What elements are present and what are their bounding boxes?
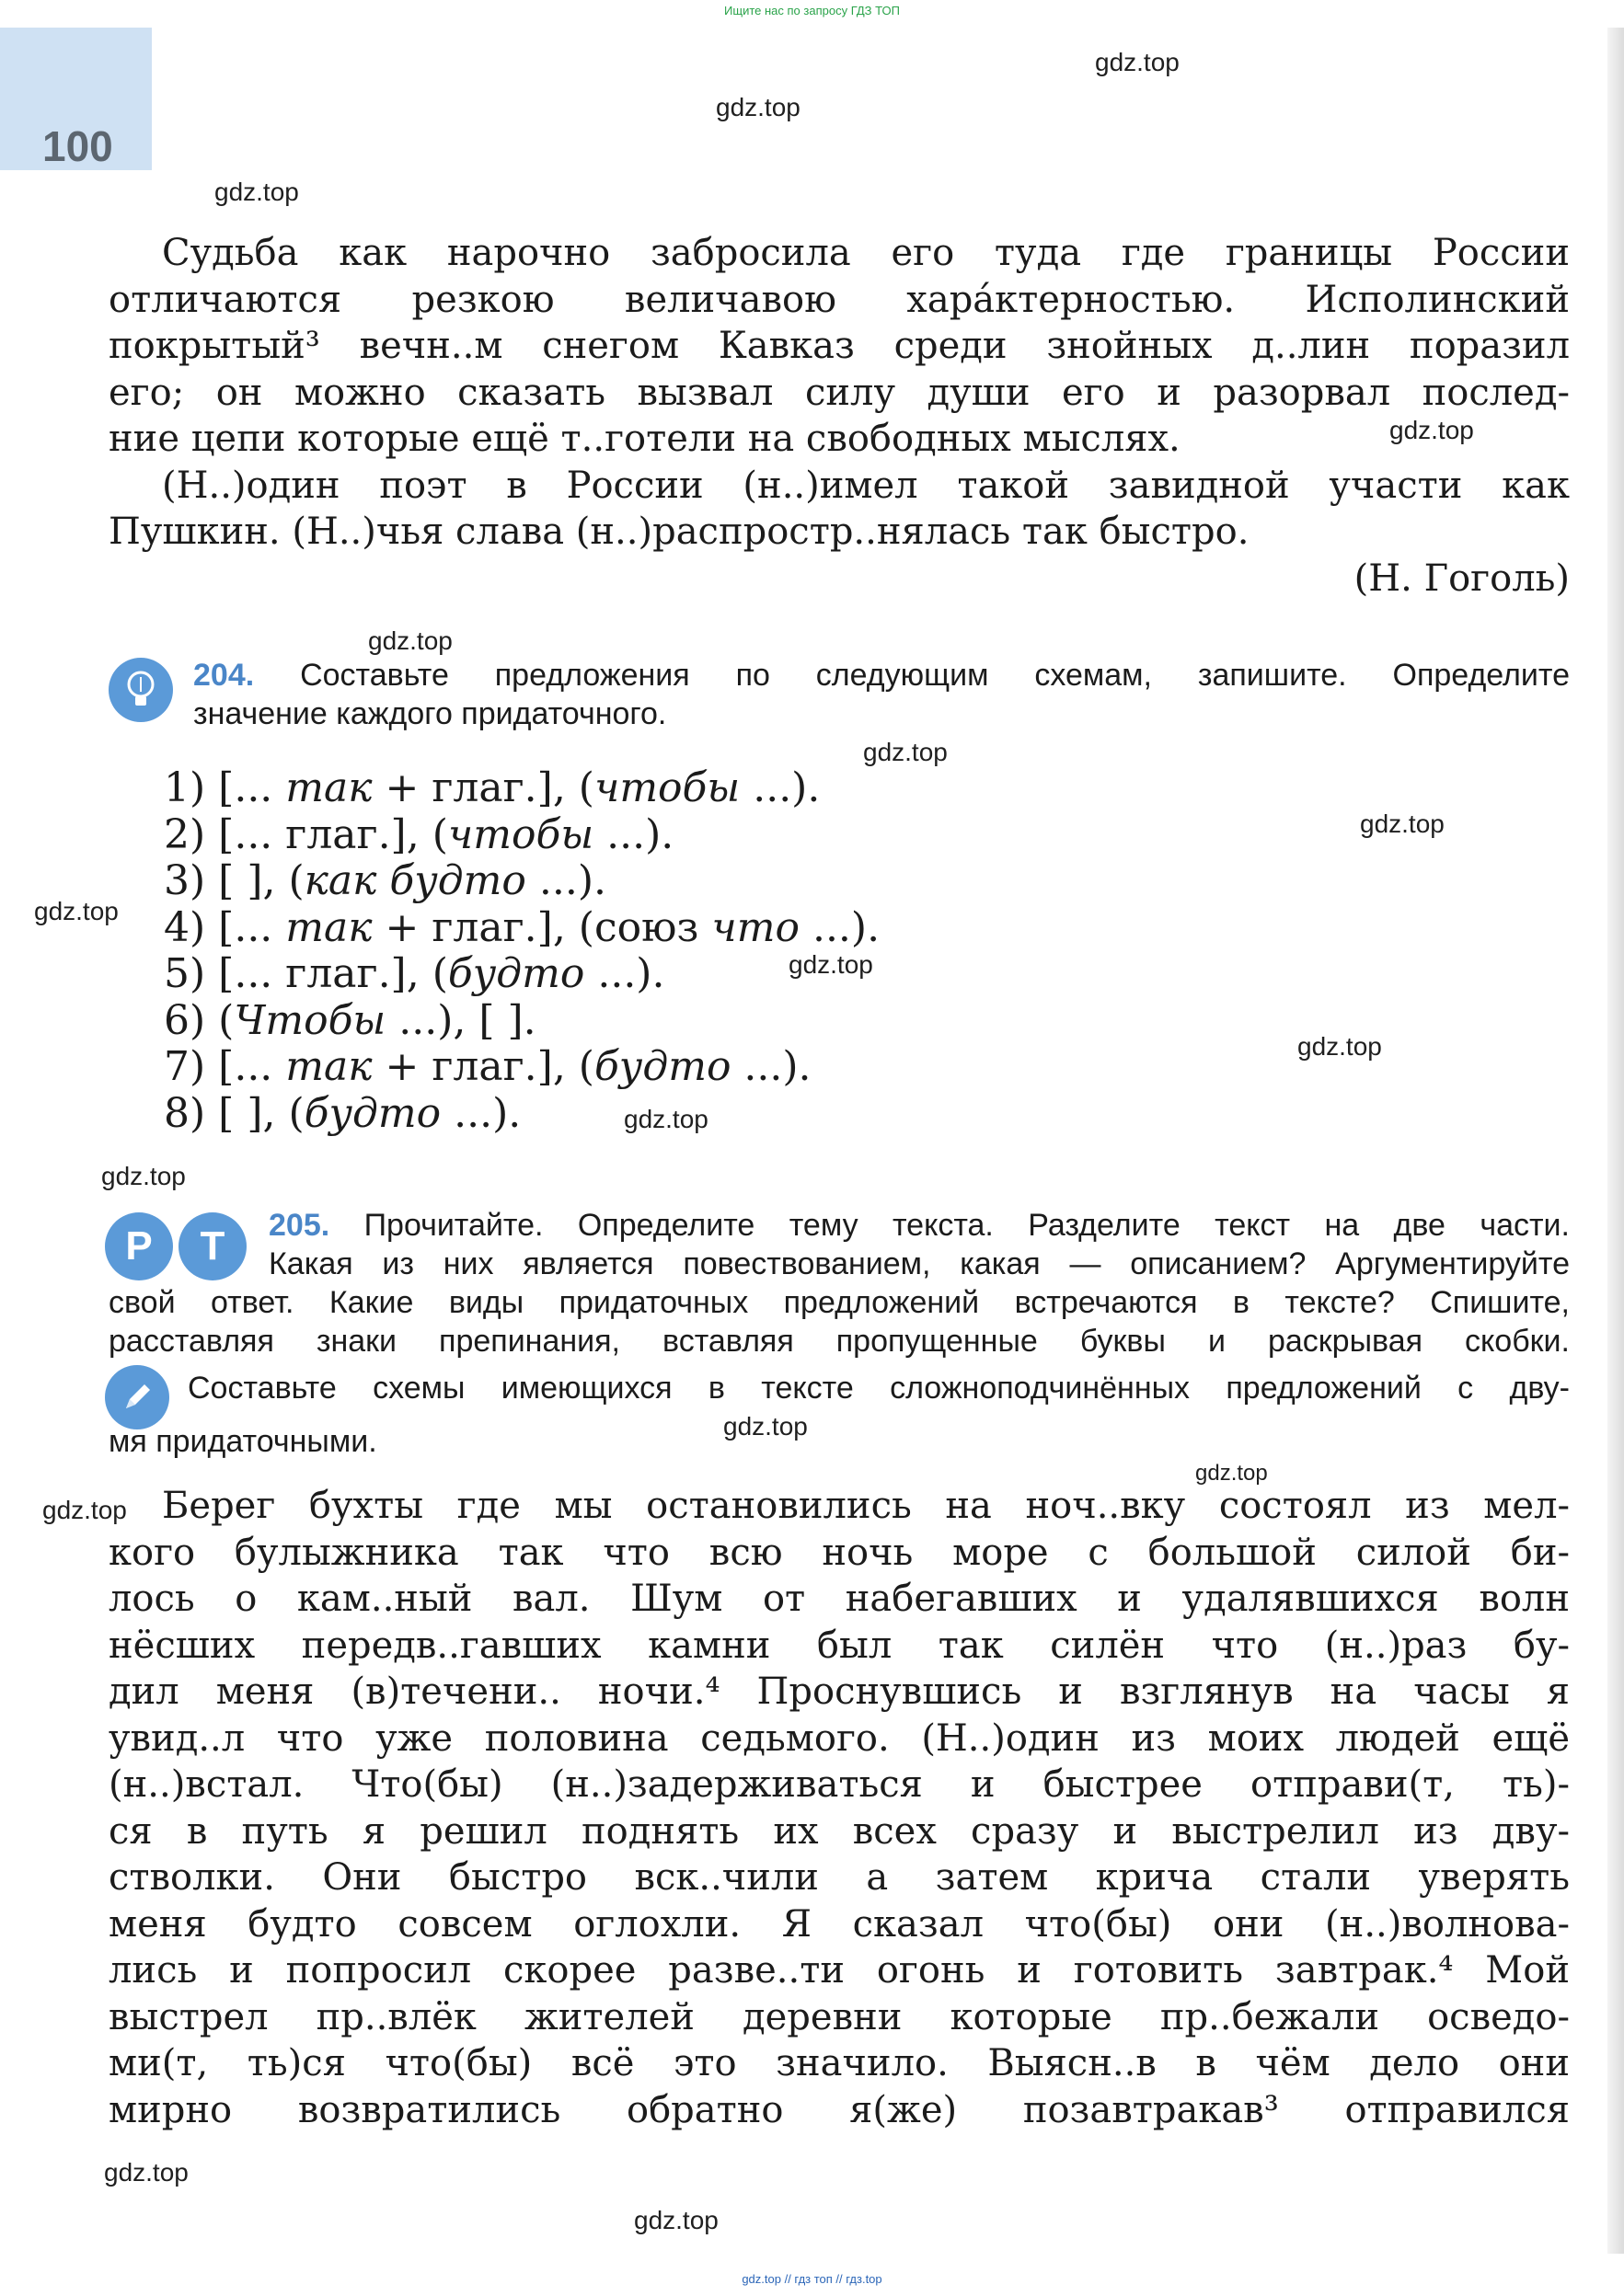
- scheme-row: 8) [ ], (будто ...).: [164, 1089, 522, 1137]
- task-205-instructions-extra: [188, 1369, 1570, 1407]
- text-line: (н..)встал. Что(бы) (н..)задерживаться и быстрее отправи(т, ть)-: [109, 1763, 1570, 1806]
- text-line: его; он можно сказать вызвал силу души его и разорвал послед-: [109, 371, 1570, 414]
- watermark: gdz.top: [634, 2206, 719, 2234]
- text-line: Пушкин. (Н..)чья слава (н..)распростр..нялась так быстро.: [109, 511, 1250, 553]
- text-line: ми(т, ть)ся что(бы) всё это значило. Выясн..в в чём дело они: [109, 2042, 1570, 2084]
- text-line: мирно возвратились обратно я(же) позавтракав³ отправился: [109, 2088, 1570, 2131]
- watermark: gdz.top: [34, 897, 119, 925]
- task-text: свой ответ. Какие виды придаточных предложений встречаются в тексте? Спишите,: [109, 1285, 1570, 1320]
- scheme-row: 5) [... глаг.], (будто ...).: [164, 950, 665, 997]
- page-edge-shadow: [1607, 28, 1624, 2254]
- watermark: gdz.top: [716, 93, 800, 121]
- badge-t: Т: [179, 1212, 247, 1280]
- text-line: кого булыжника так что всю ночь море с большой силой би-: [109, 1531, 1570, 1574]
- text-line: ние цепи которые ещё т..готели на свободных мыслях.: [109, 418, 1181, 460]
- text-line: нёсших передв..гавших камни был так силён что (н..)раз бу-: [109, 1624, 1570, 1667]
- task-text: Составьте схемы имеющихся в тексте сложноподчинённых предложений с дву-: [188, 1371, 1570, 1406]
- text-line: увид..л что уже половина седьмого. (Н..)один из моих людей ещё: [109, 1716, 1570, 1760]
- watermark: gdz.top: [1297, 1032, 1382, 1061]
- text-line: отличаются резкою величавою хара́ктерностью. Исполинский: [109, 278, 1570, 321]
- watermark: gdz.top: [214, 178, 299, 206]
- task-text: Прочитайте. Определите тему текста. Разделите текст на две части.: [363, 1208, 1570, 1243]
- gogol-text: [109, 230, 1570, 602]
- watermark: gdz.top: [863, 738, 948, 766]
- task-205-instructions: [109, 1283, 1570, 1360]
- watermark: gdz.top: [42, 1496, 127, 1524]
- task-text: расставляя знаки препинания, вставляя пропущенные буквы и раскрывая скобки.: [109, 1324, 1570, 1359]
- task-text: Составьте предложения по следующим схемам, запишите. Определите: [300, 658, 1570, 693]
- text-line: лись и попросил скорее разве..ти огонь и готовить завтрак.⁴ Мой: [109, 1949, 1570, 1992]
- task-205-instructions-first: [269, 1206, 1570, 1283]
- text-line: лось о кам..ный вал. Шум от набегавших и удалявшихся волн: [109, 1578, 1570, 1620]
- watermark: gdz.top: [789, 950, 873, 979]
- text-line: Судьба как нарочно забросила его туда где границы России: [162, 232, 1570, 274]
- task-text: Какая из них является повествованием, какая — описанием? Аргументируйте: [269, 1246, 1570, 1281]
- text-line: ся в путь я решил поднять их всех сразу и выстрелил из дву-: [109, 1809, 1570, 1853]
- task-205-text: [109, 1483, 1570, 2133]
- scheme-row: 3) [ ], (как будто ...).: [164, 857, 606, 904]
- scheme-list: [164, 765, 880, 1137]
- badge-p: Р: [105, 1212, 173, 1280]
- text-line: дил меня (в)течени.. ночи.⁴ Проснувшись и взглянув на часы я: [109, 1670, 1570, 1713]
- text-line: стволки. Они быстро вск..чили а затем крича стали уверять: [109, 1856, 1570, 1899]
- task-number: 204.: [193, 658, 255, 693]
- scheme-row: 2) [... глаг.], (чтобы ...).: [164, 810, 674, 858]
- lightbulb-icon: [109, 658, 173, 722]
- scheme-row: 4) [... так + глаг.], (союз что ...).: [164, 903, 881, 951]
- task-number: 205.: [269, 1208, 330, 1243]
- watermark: gdz.top: [1389, 416, 1474, 444]
- watermark: gdz.top: [1360, 809, 1445, 838]
- watermark: gdz.top: [1095, 48, 1180, 76]
- scheme-row: 6) (Чтобы ...), [ ].: [164, 996, 536, 1044]
- watermark: gdz.top: [1195, 1461, 1268, 1486]
- watermark: gdz.top: [723, 1412, 808, 1441]
- text-author: (Н. Гоголь): [1353, 557, 1570, 600]
- page-number: 100: [42, 122, 113, 170]
- watermark: gdz.top: [101, 1162, 186, 1190]
- text-line: выстрел пр..влёк жителей деревни которые пр..бежали осведо-: [109, 1995, 1570, 2038]
- task-204-instructions: [193, 656, 1570, 733]
- top-banner: Ищите нас по запросу ГДЗ ТОП: [724, 4, 900, 17]
- watermark: gdz.top: [368, 626, 453, 655]
- task-205-instructions-end: [109, 1422, 1570, 1461]
- text-line: Берег бухты где мы остановились на ноч..вку состоял из мел-: [162, 1485, 1570, 1527]
- text-line: (Н..)один поэт в России (н..)имел такой завидной участи как: [162, 464, 1570, 507]
- task-text: мя придаточными.: [109, 1424, 377, 1459]
- watermark: gdz.top: [104, 2158, 189, 2187]
- text-line: меня будто совсем оглохли. Я сказал что(бы) они (н..)волнова-: [109, 1902, 1570, 1946]
- watermark: gdz.top: [624, 1105, 708, 1133]
- task-text: значение каждого придаточного.: [193, 696, 667, 731]
- pencil-icon: [105, 1365, 169, 1429]
- scheme-row: 7) [... так + глаг.], (будто ...).: [164, 1043, 812, 1090]
- scheme-row: 1) [... так + глаг.], (чтобы ...).: [164, 764, 821, 811]
- text-line: покрытый³ вечн..м снегом Кавказ среди знойных д..лин поразил: [109, 325, 1570, 367]
- bottom-banner: gdz.top // гдз топ // гдз.top: [742, 2272, 882, 2286]
